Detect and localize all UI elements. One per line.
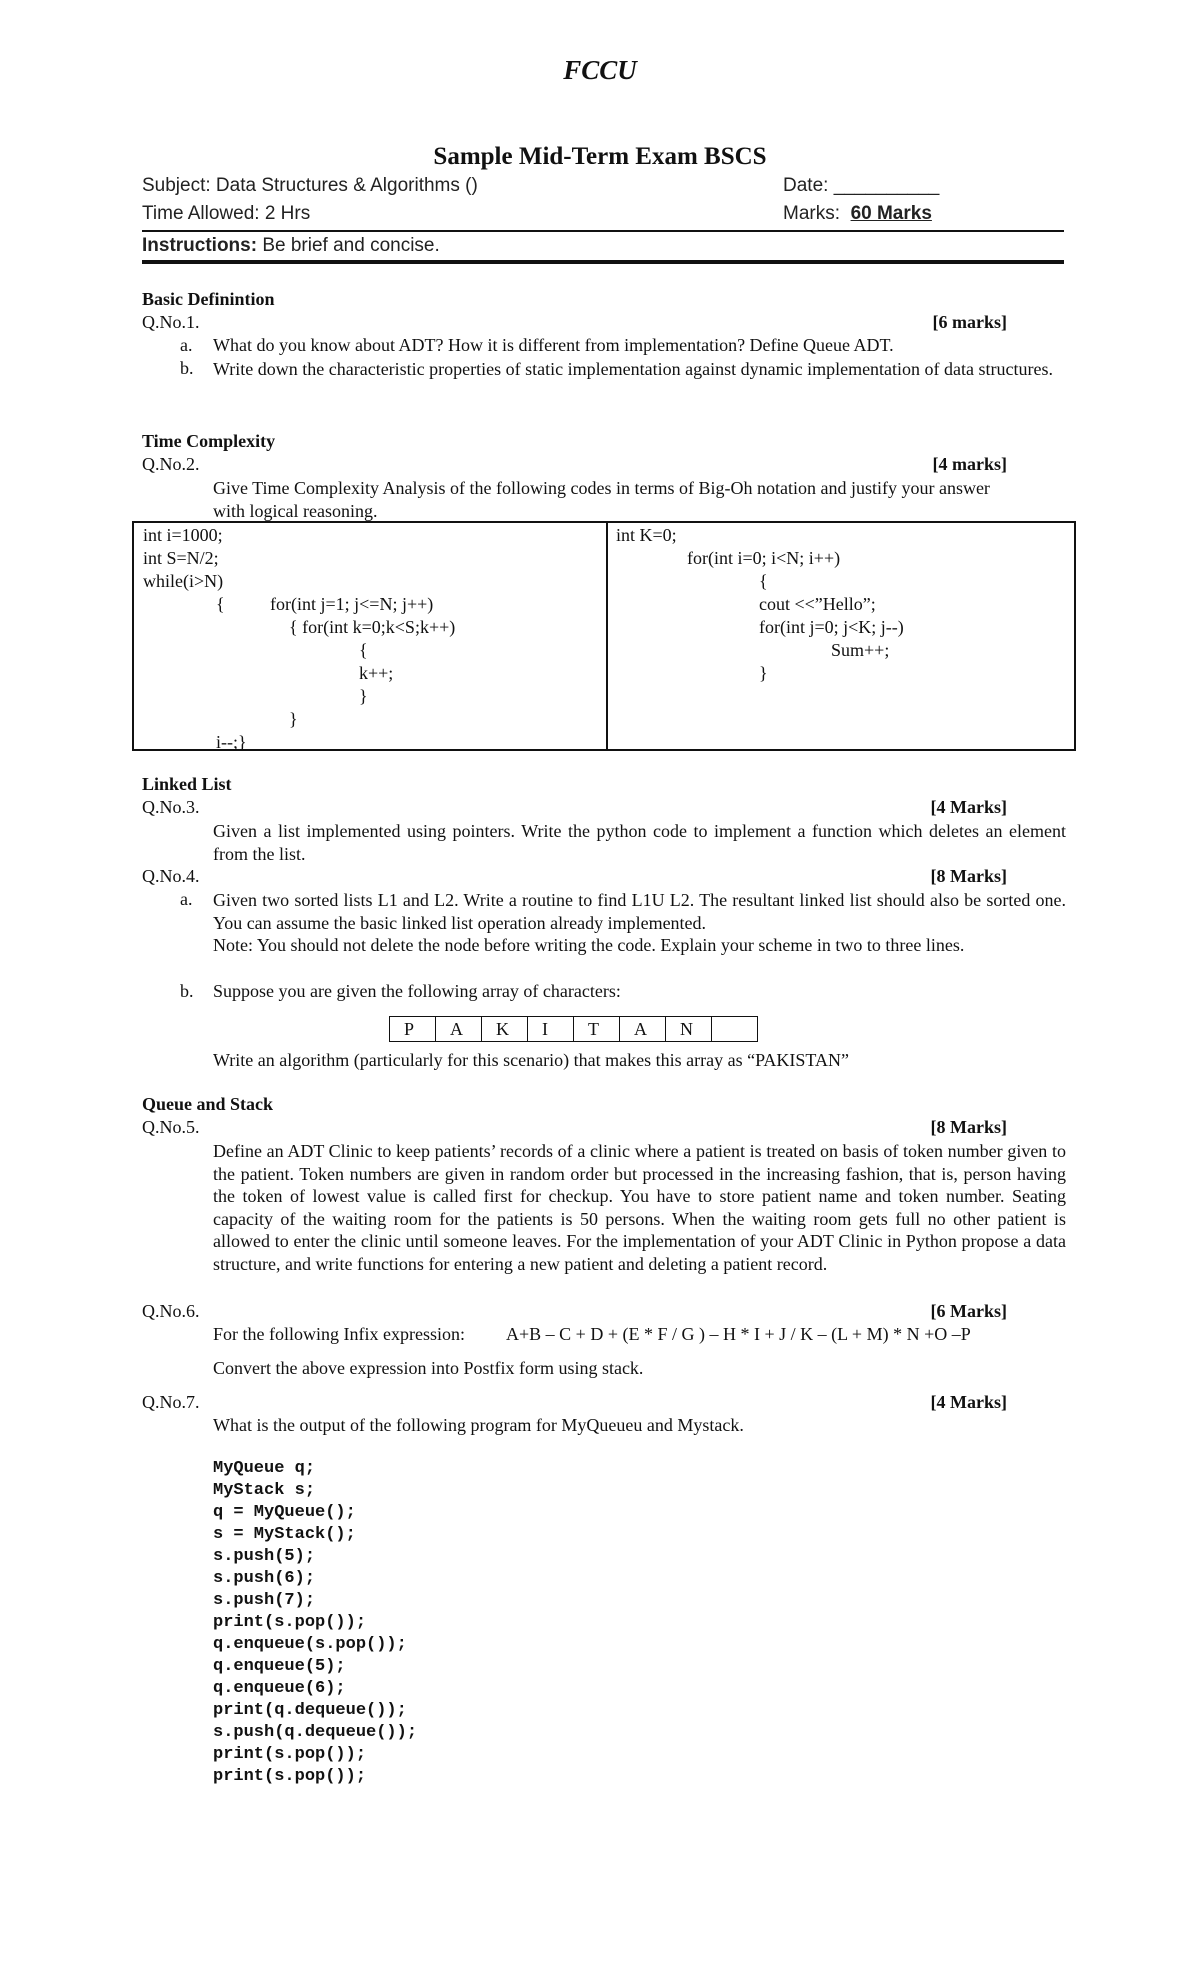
- array-cell: A: [436, 1017, 482, 1042]
- code-left-line: { for(int k=0;k<S;k++): [289, 617, 456, 637]
- q4-item-b-label: b.: [180, 981, 194, 1001]
- code-left-line: for(int j=1; j<=N; j++): [270, 594, 434, 614]
- question-number-5: Q.No.5.: [142, 1117, 200, 1137]
- q1-item-b-label: b.: [180, 358, 194, 378]
- q7-code-line: print(s.pop());: [213, 1745, 367, 1764]
- date-blank: __________: [833, 175, 940, 196]
- institution-name: FCCU: [563, 55, 637, 85]
- code-left-line: }: [289, 709, 298, 729]
- q4-item-a-note: Note: You should not delete the node before writing the code. Explain your scheme in two to three lines.: [213, 935, 965, 955]
- question-number-7: Q.No.7.: [142, 1392, 200, 1412]
- q7-code-line: print(s.pop());: [213, 1767, 367, 1786]
- q6-text-label: For the following Infix expression:: [213, 1324, 465, 1344]
- section-heading-linked-list: Linked List: [142, 774, 232, 794]
- question-number-4: Q.No.4.: [142, 866, 200, 886]
- date-label-text: Date:: [783, 175, 829, 196]
- q3-text: Given a list implemented using pointers. Write the python code to implement a function which deletes an element from the list.: [213, 821, 1066, 864]
- code-left-line: while(i>N): [143, 571, 224, 591]
- q6-convert: Convert the above expression into Postfix form using stack.: [213, 1358, 644, 1378]
- question-number-2: Q.No.2.: [142, 454, 200, 474]
- section-heading-queue-stack: Queue and Stack: [142, 1094, 274, 1114]
- header-rule-thick: [142, 260, 1064, 264]
- q6-expression: A+B – C + D + (E * F / G ) – H * I + J / K – (L + M) * N +O –P: [506, 1324, 971, 1344]
- q7-code-line: q.enqueue(6);: [213, 1679, 346, 1698]
- marks-value: 60 Marks: [850, 203, 932, 224]
- header-rule-thin: [142, 230, 1064, 232]
- code-left-line: {: [359, 640, 368, 660]
- q4-item-a-label: a.: [180, 889, 193, 909]
- q7-code-line: s.push(5);: [213, 1547, 316, 1566]
- code-left-line: }: [359, 686, 368, 706]
- question-marks-4: [8 Marks]: [930, 866, 1007, 886]
- instructions: [142, 235, 440, 257]
- question-marks-5: [8 Marks]: [930, 1117, 1007, 1137]
- q2-text: Give Time Complexity Analysis of the following codes in terms of Big-Oh notation and justify your answer with logical reasoning.: [213, 478, 990, 521]
- question-marks-6: [6 Marks]: [930, 1301, 1007, 1321]
- question-number-3: Q.No.3.: [142, 797, 200, 817]
- marks-total: [783, 203, 932, 225]
- array-cell: I: [528, 1017, 574, 1042]
- q4-item-b-after: Write an algorithm (particularly for this scenario) that makes this array as “PAKISTAN”: [213, 1050, 849, 1070]
- q7-code-line: s.push(q.dequeue());: [213, 1723, 418, 1742]
- array-cell: P: [390, 1017, 436, 1042]
- code-left-line: int i=1000;: [143, 525, 223, 545]
- q7-code-line: MyStack s;: [213, 1481, 316, 1500]
- question-number-1: Q.No.1.: [142, 312, 200, 332]
- code-right-line: cout <<”Hello”;: [759, 594, 876, 614]
- q1-item-a-text: What do you know about ADT? How it is different from implementation? Define Queue ADT.: [213, 335, 894, 355]
- q7-text: What is the output of the following program for MyQueueu and Mystack.: [213, 1415, 744, 1435]
- question-number-6: Q.No.6.: [142, 1301, 200, 1321]
- code-table: [132, 521, 1076, 751]
- code-left-line: int S=N/2;: [143, 548, 219, 568]
- q5-text: Define an ADT Clinic to keep patients’ records of a clinic where a patient is treated on basis of token number given to the patient. Token numbers are given in random order but processed in the increasing fashion, that is, person having the token of lowest value is called first for checkup. You have to store patient name and token number. Seating capacity of the waiting room for the patients is 50 persons. When the waiting room gets full no other patient is allowed to enter the clinic until someone leaves. For the implementation of your ADT Clinic in Python propose a data structure, and write functions for entering a new patient and deleting a patient record.: [213, 1141, 1066, 1274]
- array-cell: N: [666, 1017, 712, 1042]
- q7-code-line: q = MyQueue();: [213, 1503, 356, 1522]
- instructions-label: Instructions:: [142, 235, 258, 256]
- code-table-divider: [606, 523, 608, 749]
- code-left-line: i--;}: [216, 732, 247, 752]
- array-cell: [712, 1017, 758, 1042]
- array-cell: T: [574, 1017, 620, 1042]
- character-array: [389, 1016, 758, 1042]
- exam-title: Sample Mid-Term Exam BSCS: [433, 143, 767, 170]
- code-right-line: for(int i=0; i<N; i++): [687, 548, 841, 568]
- question-marks-3: [4 Marks]: [930, 797, 1007, 817]
- code-right-line: Sum++;: [831, 640, 890, 660]
- code-left-line: {: [216, 594, 225, 614]
- array-cell: A: [620, 1017, 666, 1042]
- code-right-line: {: [759, 571, 768, 591]
- q7-code-line: s.push(7);: [213, 1591, 316, 1610]
- date-label: [783, 175, 939, 197]
- q1-item-a-label: a.: [180, 335, 193, 355]
- q7-code-line: MyQueue q;: [213, 1459, 316, 1478]
- time-allowed: Time Allowed: 2 Hrs: [142, 203, 311, 224]
- code-left-line: k++;: [359, 663, 394, 683]
- code-right-line: }: [759, 663, 768, 683]
- q7-code-line: s = MyStack();: [213, 1525, 356, 1544]
- q7-code-line: q.enqueue(s.pop());: [213, 1635, 407, 1654]
- array-cell: K: [482, 1017, 528, 1042]
- q7-code-line: s.push(6);: [213, 1569, 316, 1588]
- instructions-text: Be brief and concise.: [262, 235, 440, 256]
- section-heading-basic: Basic Definintion: [142, 289, 275, 309]
- q1-item-b-text: Write down the characteristic properties of static implementation against dynamic implementation of data structures.: [213, 359, 1053, 379]
- question-marks-7: [4 Marks]: [930, 1392, 1007, 1412]
- q4-item-b-text: Suppose you are given the following array of characters:: [213, 981, 621, 1001]
- q7-code-line: print(q.dequeue());: [213, 1701, 407, 1720]
- question-marks-2: [4 marks]: [932, 454, 1007, 474]
- section-heading-complexity: Time Complexity: [142, 431, 276, 451]
- subject-line: Subject: Data Structures & Algorithms (): [142, 175, 478, 196]
- question-marks-1: [6 marks]: [932, 312, 1007, 332]
- q7-code-line: print(s.pop());: [213, 1613, 367, 1632]
- q4-item-a-text: Given two sorted lists L1 and L2. Write a routine to find L1U L2. The resultant linked list should also be sorted one. You can assume the basic linked list operation already implemented.: [213, 890, 1066, 933]
- q7-code-line: q.enqueue(5);: [213, 1657, 346, 1676]
- code-right-line: int K=0;: [616, 525, 677, 545]
- code-right-line: for(int j=0; j<K; j--): [759, 617, 904, 637]
- marks-label: Marks:: [783, 203, 840, 224]
